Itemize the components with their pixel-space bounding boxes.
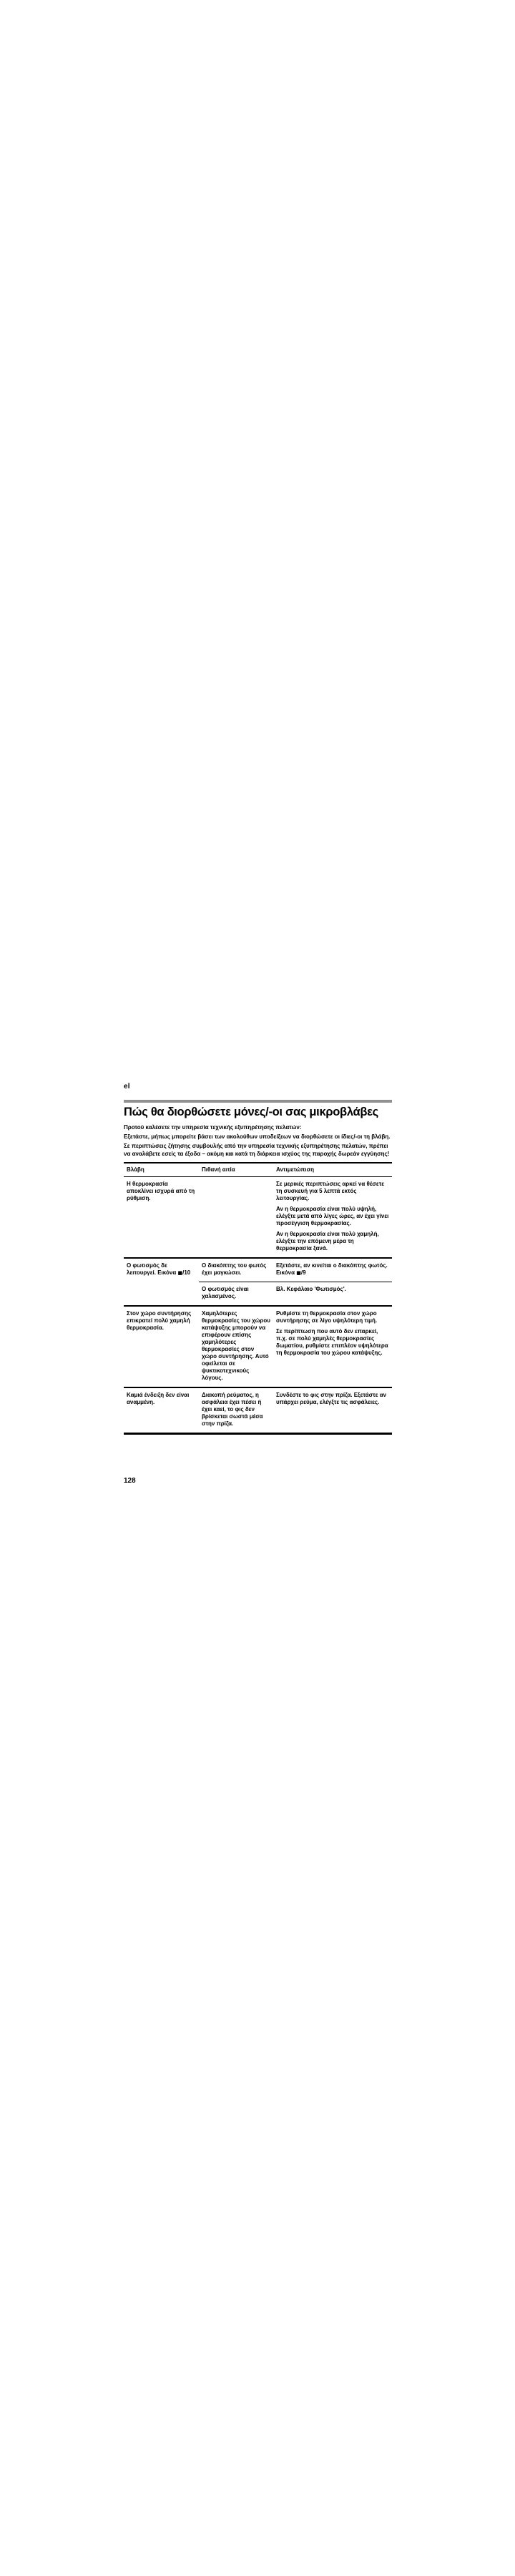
fault-figure-number: /10 xyxy=(182,1269,191,1276)
subrow-group xyxy=(199,1259,392,1305)
page-title: Πώς θα διορθώσετε μόνες/-οι σας μικροβλάβες xyxy=(124,1106,378,1118)
table-row xyxy=(124,1388,392,1435)
table-subrow xyxy=(199,1259,392,1282)
intro-paragraph-2: Εξετάστε, μήπως μπορείτε βάσει των ακολούθων υποδείξεων να διορθώσετε οι ίδιες/-οι τη βλάβη. xyxy=(124,1133,391,1140)
troubleshooting-table xyxy=(124,1162,392,1435)
fault-text: Ο φωτισμός δε λειτουργεί. Εικόνα xyxy=(127,1262,177,1276)
remedy-cell xyxy=(273,1179,392,1254)
header-cause: Πιθανή αιτία xyxy=(202,1166,235,1173)
cause-cell: Χαμηλότερες θερμοκρασίες του χώρου κατάψυξης μπορούν να επιφέρουν επίσης χαμηλότερες θερμοκρασίες στον χώρο συντήρησης. Αυτό οφείλεται σε ψυκτικοτεχνικούς λόγους. xyxy=(202,1310,270,1381)
section-divider-bar xyxy=(124,1100,392,1103)
cause-cell: Ο φωτισμός είναι χαλασμένος. xyxy=(202,1286,249,1299)
header-fault: Βλάβη xyxy=(127,1166,144,1173)
fault-cell xyxy=(124,1259,199,1305)
cause-cell xyxy=(199,1179,273,1254)
cause-cell: Ο διακόπτης του φωτός έχει μαγκώσει. xyxy=(202,1262,267,1276)
remedy-paragraph: Σε μερικές περιπτώσεις αρκεί να θέσετε τη συσκευή για 5 λεπτά εκτός λειτουργίας. xyxy=(276,1181,385,1201)
table-row xyxy=(124,1259,392,1307)
intro-paragraph-3: Σε περιπτώσεις ζήτησης συμβουλής από την υπηρεσία τεχνικής εξυπηρέτησης πελατών, πρέπει να αναλάβετε εσείς τα έξοδα – ακόμη και κατά τη διάρκεια ισχύος της παροχής δωρεάν εγγύησης! xyxy=(124,1143,390,1157)
remedy-text: Εξετάστε, αν κινείται ο διακόπτης φωτός. Εικόνα xyxy=(276,1262,388,1276)
manual-page-content xyxy=(124,1083,392,1435)
page-number: 128 xyxy=(124,1477,136,1485)
remedy-cell xyxy=(273,1261,392,1278)
remedy-paragraph: Σε περίπτωση που αυτό δεν επαρκεί, π.χ. σε πολύ χαμηλές θερμοκρασίες δωματίου, ρυθμίστε επιπλέον υψηλότερα τη θερμοκρασία του χώρου κατάψυξης. xyxy=(276,1328,388,1356)
figure-reference-icon: ■ xyxy=(177,1270,183,1276)
intro-paragraphs xyxy=(124,1124,392,1158)
remedy-cell: Βλ. Κεφάλαιο 'Φωτισμός'. xyxy=(276,1286,346,1292)
language-marker: el xyxy=(124,1083,130,1091)
remedy-figure-number: /9 xyxy=(300,1269,306,1276)
remedy-paragraph: Ρυθμίστε τη θερμοκρασία στον χώρο συντήρησης σε λίγο υψηλότερη τιμή. xyxy=(276,1310,378,1324)
table-row xyxy=(124,1307,392,1388)
intro-paragraph-1: Προτού καλέσετε την υπηρεσία τεχνικής εξυπηρέτησης πελατών: xyxy=(124,1124,302,1131)
fault-cell: Στον χώρο συντήρησης επικρατεί πολύ χαμηλή θερμοκρασία. xyxy=(127,1310,192,1331)
remedy-cell xyxy=(273,1309,392,1383)
figure-reference-icon: ■ xyxy=(296,1270,301,1276)
table-subrow xyxy=(199,1282,392,1305)
fault-cell: Η θερμοκρασία αποκλίνει ισχυρά από τη ρύθμιση. xyxy=(127,1181,195,1201)
cause-cell: Διακοπή ρεύματος, η ασφάλεια έχει πέσει ή έχει καεί, το φις δεν βρίσκεται σωστά μέσα στην πρίζα. xyxy=(202,1392,263,1427)
remedy-cell: Συνδέστε το φις στην πρίζα. Εξετάστε αν υπάρχει ρεύμα, ελέγξτε τις ασφάλειες. xyxy=(276,1392,387,1405)
table-row xyxy=(124,1177,392,1259)
header-remedy: Αντιμετώπιση xyxy=(276,1166,315,1173)
remedy-paragraph: Αν η θερμοκρασία είναι πολύ χαμηλή, ελέγξτε την επόμενη μέρα τη θερμοκρασία ξανά. xyxy=(276,1231,379,1252)
remedy-paragraph: Αν η θερμοκρασία είναι πολύ υψηλή, ελέγξτε μετά από λίγες ώρες, αν έχει γίνει προσέγγιση θερμοκρασίας. xyxy=(276,1206,389,1226)
table-header-row xyxy=(124,1163,392,1177)
fault-cell: Καμιά ένδειξη δεν είναι αναμμένη. xyxy=(127,1392,190,1405)
